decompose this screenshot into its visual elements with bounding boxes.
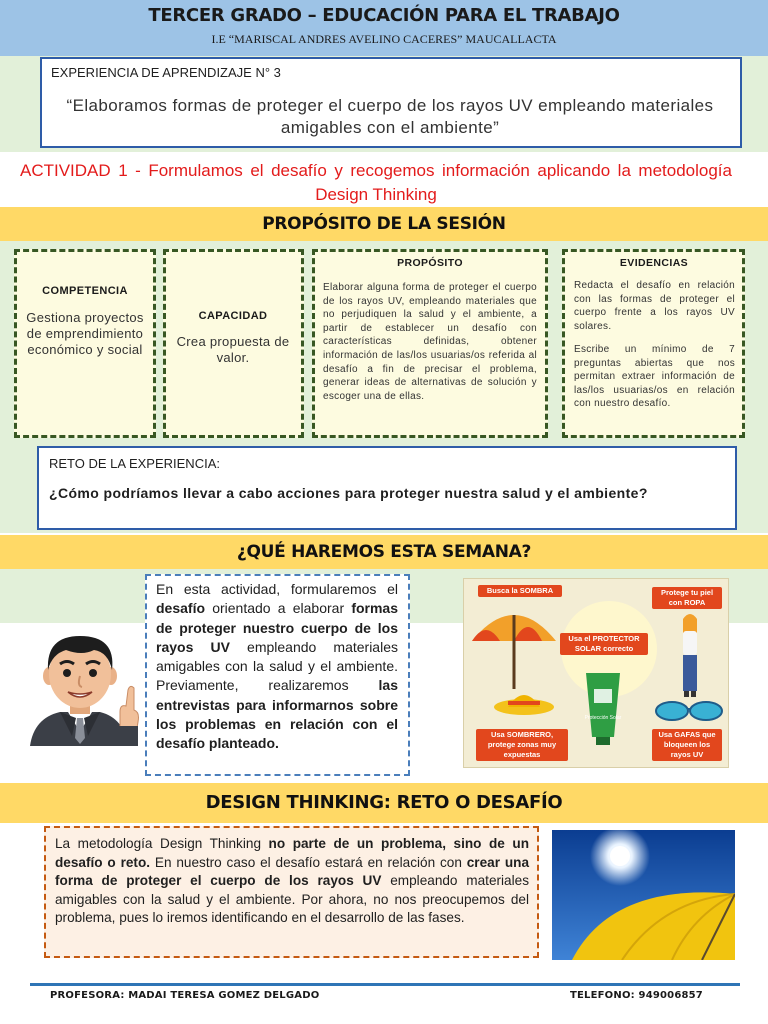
evidencias-title: EVIDENCIAS bbox=[619, 257, 689, 269]
sun-umbrella-photo bbox=[552, 830, 735, 960]
week-text-bold: desafío bbox=[156, 600, 206, 617]
experience-label: EXPERIENCIA DE APRENDIZAJE N° 3 bbox=[51, 65, 281, 80]
tag-gafas: Usa GAFAS que bloqueen los rayos UV bbox=[652, 729, 722, 761]
week-text bbox=[156, 580, 398, 754]
uv-protection-infographic bbox=[463, 578, 729, 768]
footer-phone: TELEFONO: 949006857 bbox=[570, 990, 703, 1001]
week-text-bold: las entrevistas para informarnos sobre los problemas en relación con el desafío planteado. bbox=[156, 677, 398, 752]
tag-sombra: Busca la SOMBRA bbox=[478, 585, 562, 597]
reto-label: RETO DE LA EXPERIENCIA: bbox=[49, 456, 220, 471]
week-text-part: empleando materiales amigables con la salud y el ambiente. Previamente, realizaremos bbox=[156, 638, 398, 694]
teacher-avatar bbox=[20, 626, 142, 746]
reto-question: ¿Cómo podríamos llevar a cabo acciones para proteger nuestra salud y el ambiente? bbox=[49, 485, 648, 501]
school-name: I.E “MARISCAL ANDRES AVELINO CACERES” MAUCALLACTA bbox=[211, 32, 557, 46]
evidencias-body-1: Redacta el desafío en relación con las formas de proteger el cuerpo frente a los rayos UV solares. bbox=[574, 280, 735, 332]
dt-text-part: empleando materiales amigables con la salud y el ambiente. Por ahora, no nos preocupemos del problema, pues lo iremos identificando en el desarrollo de las fases. bbox=[55, 873, 529, 926]
dt-text-part: En nuestro caso el desafío estará en relación con bbox=[150, 854, 467, 870]
footer-divider bbox=[30, 983, 740, 986]
proposito-title: PROPÓSITO bbox=[397, 257, 463, 269]
capacidad-title: CAPACIDAD bbox=[198, 310, 268, 322]
page-title: TERCER GRADO – EDUCACIÓN PARA EL TRABAJO bbox=[148, 5, 620, 26]
week-text-part: En esta actividad, formularemos el bbox=[156, 581, 398, 597]
capacidad-body: Crea propuesta de valor. bbox=[176, 334, 290, 365]
competencia-title: COMPETENCIA bbox=[42, 285, 128, 297]
evidencias-body-2: Escribe un mínimo de 7 preguntas abiertas que nos permitan extraer información de las/los usuarias/os en relación con nuestro desafío. bbox=[574, 344, 735, 410]
design-thinking-heading: DESIGN THINKING: RETO O DESAFÍO bbox=[205, 792, 563, 813]
dt-text-part: La metodología Design Thinking bbox=[55, 836, 269, 851]
proposito-body: Elaborar alguna forma de proteger el cuerpo de los rayos UV, empleando materiales que no perjudiquen la salud y el ambiente, a partir de establecer un desafío con características definidas, obtener información de las/los usuarias/os referida al desafío a fin de precisar el problema, generar ideas de alternativas de solución y escoger una de ellas. bbox=[323, 282, 537, 402]
week-heading: ¿QUÉ HAREMOS ESTA SEMANA? bbox=[236, 542, 532, 562]
activity-title: ACTIVIDAD 1 - Formulamos el desafío y recogemos información aplicando la metodología Design Thinking bbox=[20, 161, 732, 204]
week-text-bold: formas de proteger nuestro cuerpo de los rayos UV bbox=[156, 600, 398, 655]
week-text-part: orientado a elaborar bbox=[205, 600, 352, 617]
dt-text-bold: no parte de un problema, sino de un desafío o reto. bbox=[55, 836, 530, 870]
footer-teacher: PROFESORA: MADAI TERESA GOMEZ DELGADO bbox=[50, 990, 320, 1001]
purpose-heading: PROPÓSITO DE LA SESIÓN bbox=[262, 214, 506, 234]
tag-ropa: Protege tu piel con ROPA bbox=[652, 587, 722, 609]
experience-title: “Elaboramos formas de proteger el cuerpo de los rayos UV empleando materiales amigables con el ambiente” bbox=[66, 96, 714, 137]
tube-label: Protección Solar bbox=[584, 715, 622, 721]
design-thinking-text bbox=[55, 835, 529, 928]
dt-text-bold: crear una forma de proteger el cuerpo de los rayos UV bbox=[55, 854, 530, 889]
tag-sombrero: Usa SOMBRERO, protege zonas muy expuestas bbox=[476, 729, 568, 761]
competencia-body: Gestiona proyectos de emprendimiento económico y social bbox=[26, 310, 144, 357]
tag-protector: Usa el PROTECTOR SOLAR correcto bbox=[560, 633, 648, 655]
